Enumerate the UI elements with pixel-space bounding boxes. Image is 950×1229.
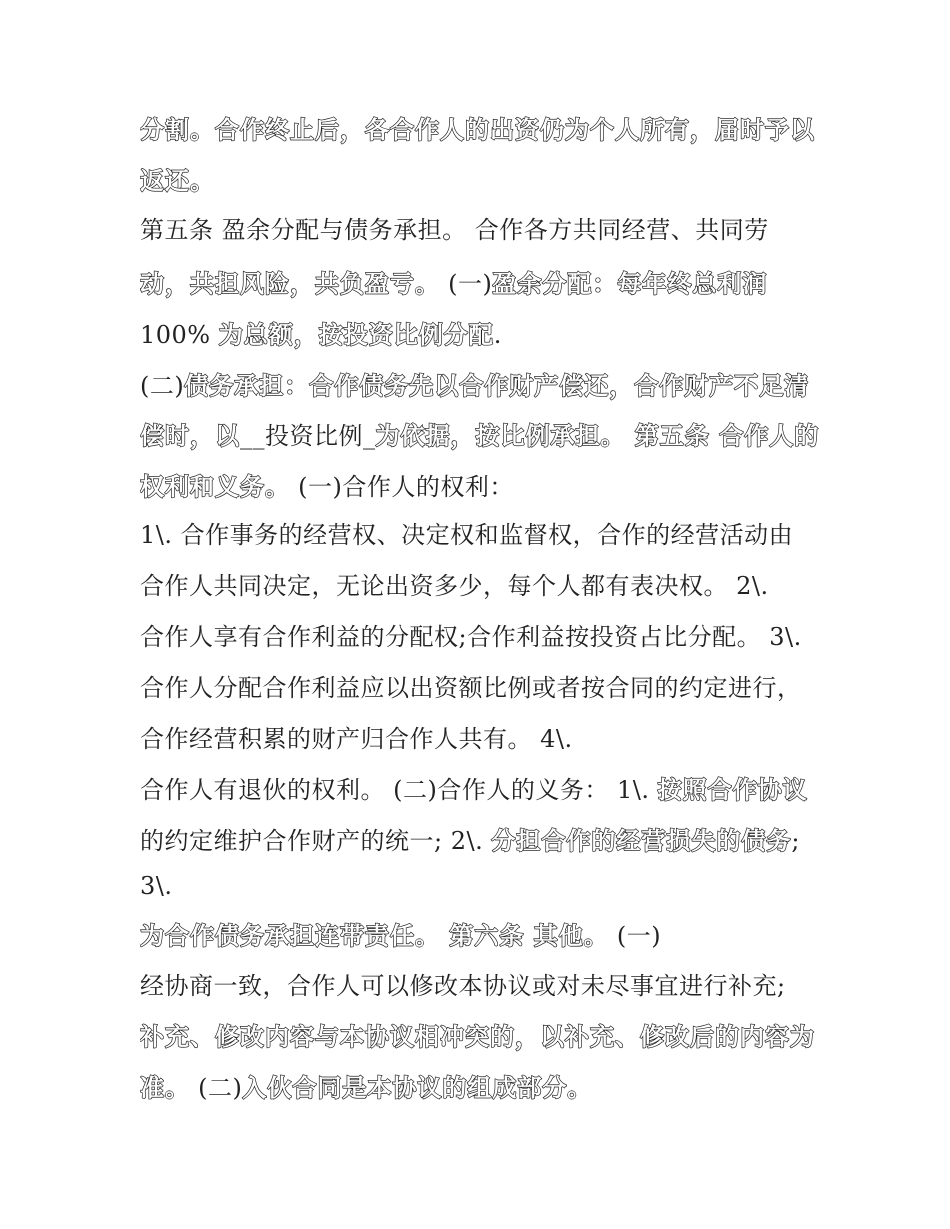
- text-segment: 的约定维护合作财产的统一; 2\.: [140, 827, 492, 855]
- text-line-12: [140, 668, 820, 708]
- text-segment: ;: [791, 827, 800, 855]
- text-segment: 按照合作协议: [657, 776, 808, 804]
- text-segment: 盈余分配：每年终总利润: [492, 270, 768, 298]
- text-segment: (二): [190, 1074, 243, 1102]
- text-line-19: [140, 1017, 820, 1057]
- text-segment: 返还。: [140, 167, 215, 195]
- text-line-15: [140, 821, 820, 861]
- text-segment: 债务承担：合作债务先以合作财产偿还，合作财产不足清: [184, 372, 810, 400]
- text-line-16: [140, 866, 820, 906]
- text-segment: (一): [608, 922, 662, 950]
- text-line-6: [140, 366, 820, 406]
- text-segment: 合作人有退伙的权利。 (二)合作人的义务： 1\.: [140, 776, 658, 804]
- text-segment: 合作人分配合作利益应以出资额比例或者按合同的约定进行，: [140, 674, 802, 702]
- text-segment: 1\. 合作事务的经营权、决定权和监督权，合作的经营活动由: [140, 521, 794, 549]
- text-segment: 偿时，以: [140, 422, 240, 450]
- text-segment: 合作人共同决定，无论出资多少，每个人都有表决权。 2\.: [140, 572, 769, 600]
- text-line-5: [140, 315, 820, 355]
- text-line-2: [140, 161, 820, 201]
- text-segment: 权利和义务。: [140, 473, 290, 501]
- text-line-9: [140, 515, 820, 555]
- text-line-13: [140, 719, 820, 759]
- text-line-3: [140, 210, 820, 250]
- text-segment: 合作人享有合作利益的分配权;合作利益按投资占比分配。 3\.: [140, 623, 802, 651]
- text-segment: 准。: [140, 1074, 190, 1102]
- text-segment: 100%: [140, 321, 219, 349]
- text-segment: (一)合作人的权利：: [290, 473, 514, 501]
- text-line-17: [140, 916, 820, 956]
- text-line-18: [140, 966, 820, 1006]
- text-segment: 经协商一致，合作人可以修改本协议或对未尽事宜进行补充;: [140, 972, 786, 1000]
- text-segment: 补充、修改内容与本协议相冲突的，以补充、修改后的内容为: [140, 1023, 815, 1051]
- text-line-1: [140, 110, 820, 150]
- text-line-8: [140, 467, 820, 507]
- text-line-11: [140, 617, 820, 657]
- text-segment: 入伙合同是本协议的组成部分。: [242, 1074, 593, 1102]
- text-segment: __投资比例_: [240, 422, 376, 450]
- text-line-10: [140, 566, 820, 606]
- text-segment: (二): [140, 372, 185, 400]
- text-line-7: [140, 416, 820, 456]
- text-segment: 为总额，按投资比例分配: [218, 321, 494, 349]
- text-line-14: [140, 770, 820, 810]
- text-segment: 为依据，按比例承担。 第五条 合作人的: [375, 422, 820, 450]
- text-segment: 为合作债务承担连带责任。 第六条 其他。: [140, 922, 609, 950]
- text-segment: .: [493, 321, 502, 349]
- text-line-4: [140, 264, 820, 304]
- text-segment: 3\.: [140, 872, 173, 900]
- text-segment: 分割。合作终止后，各合作人的出资仍为个人所有，届时予以: [140, 116, 815, 144]
- text-line-20: [140, 1068, 820, 1108]
- text-segment: (一): [440, 270, 493, 298]
- text-segment: 合作经营积累的财产归合作人共有。 4\.: [140, 725, 573, 753]
- text-segment: 分担合作的经营损失的债务: [491, 827, 792, 855]
- text-segment: 动，共担风险，共负盈亏。: [140, 270, 440, 298]
- text-segment: 第五条 盈余分配与债务承担。 合作各方共同经营、共同劳: [140, 216, 769, 244]
